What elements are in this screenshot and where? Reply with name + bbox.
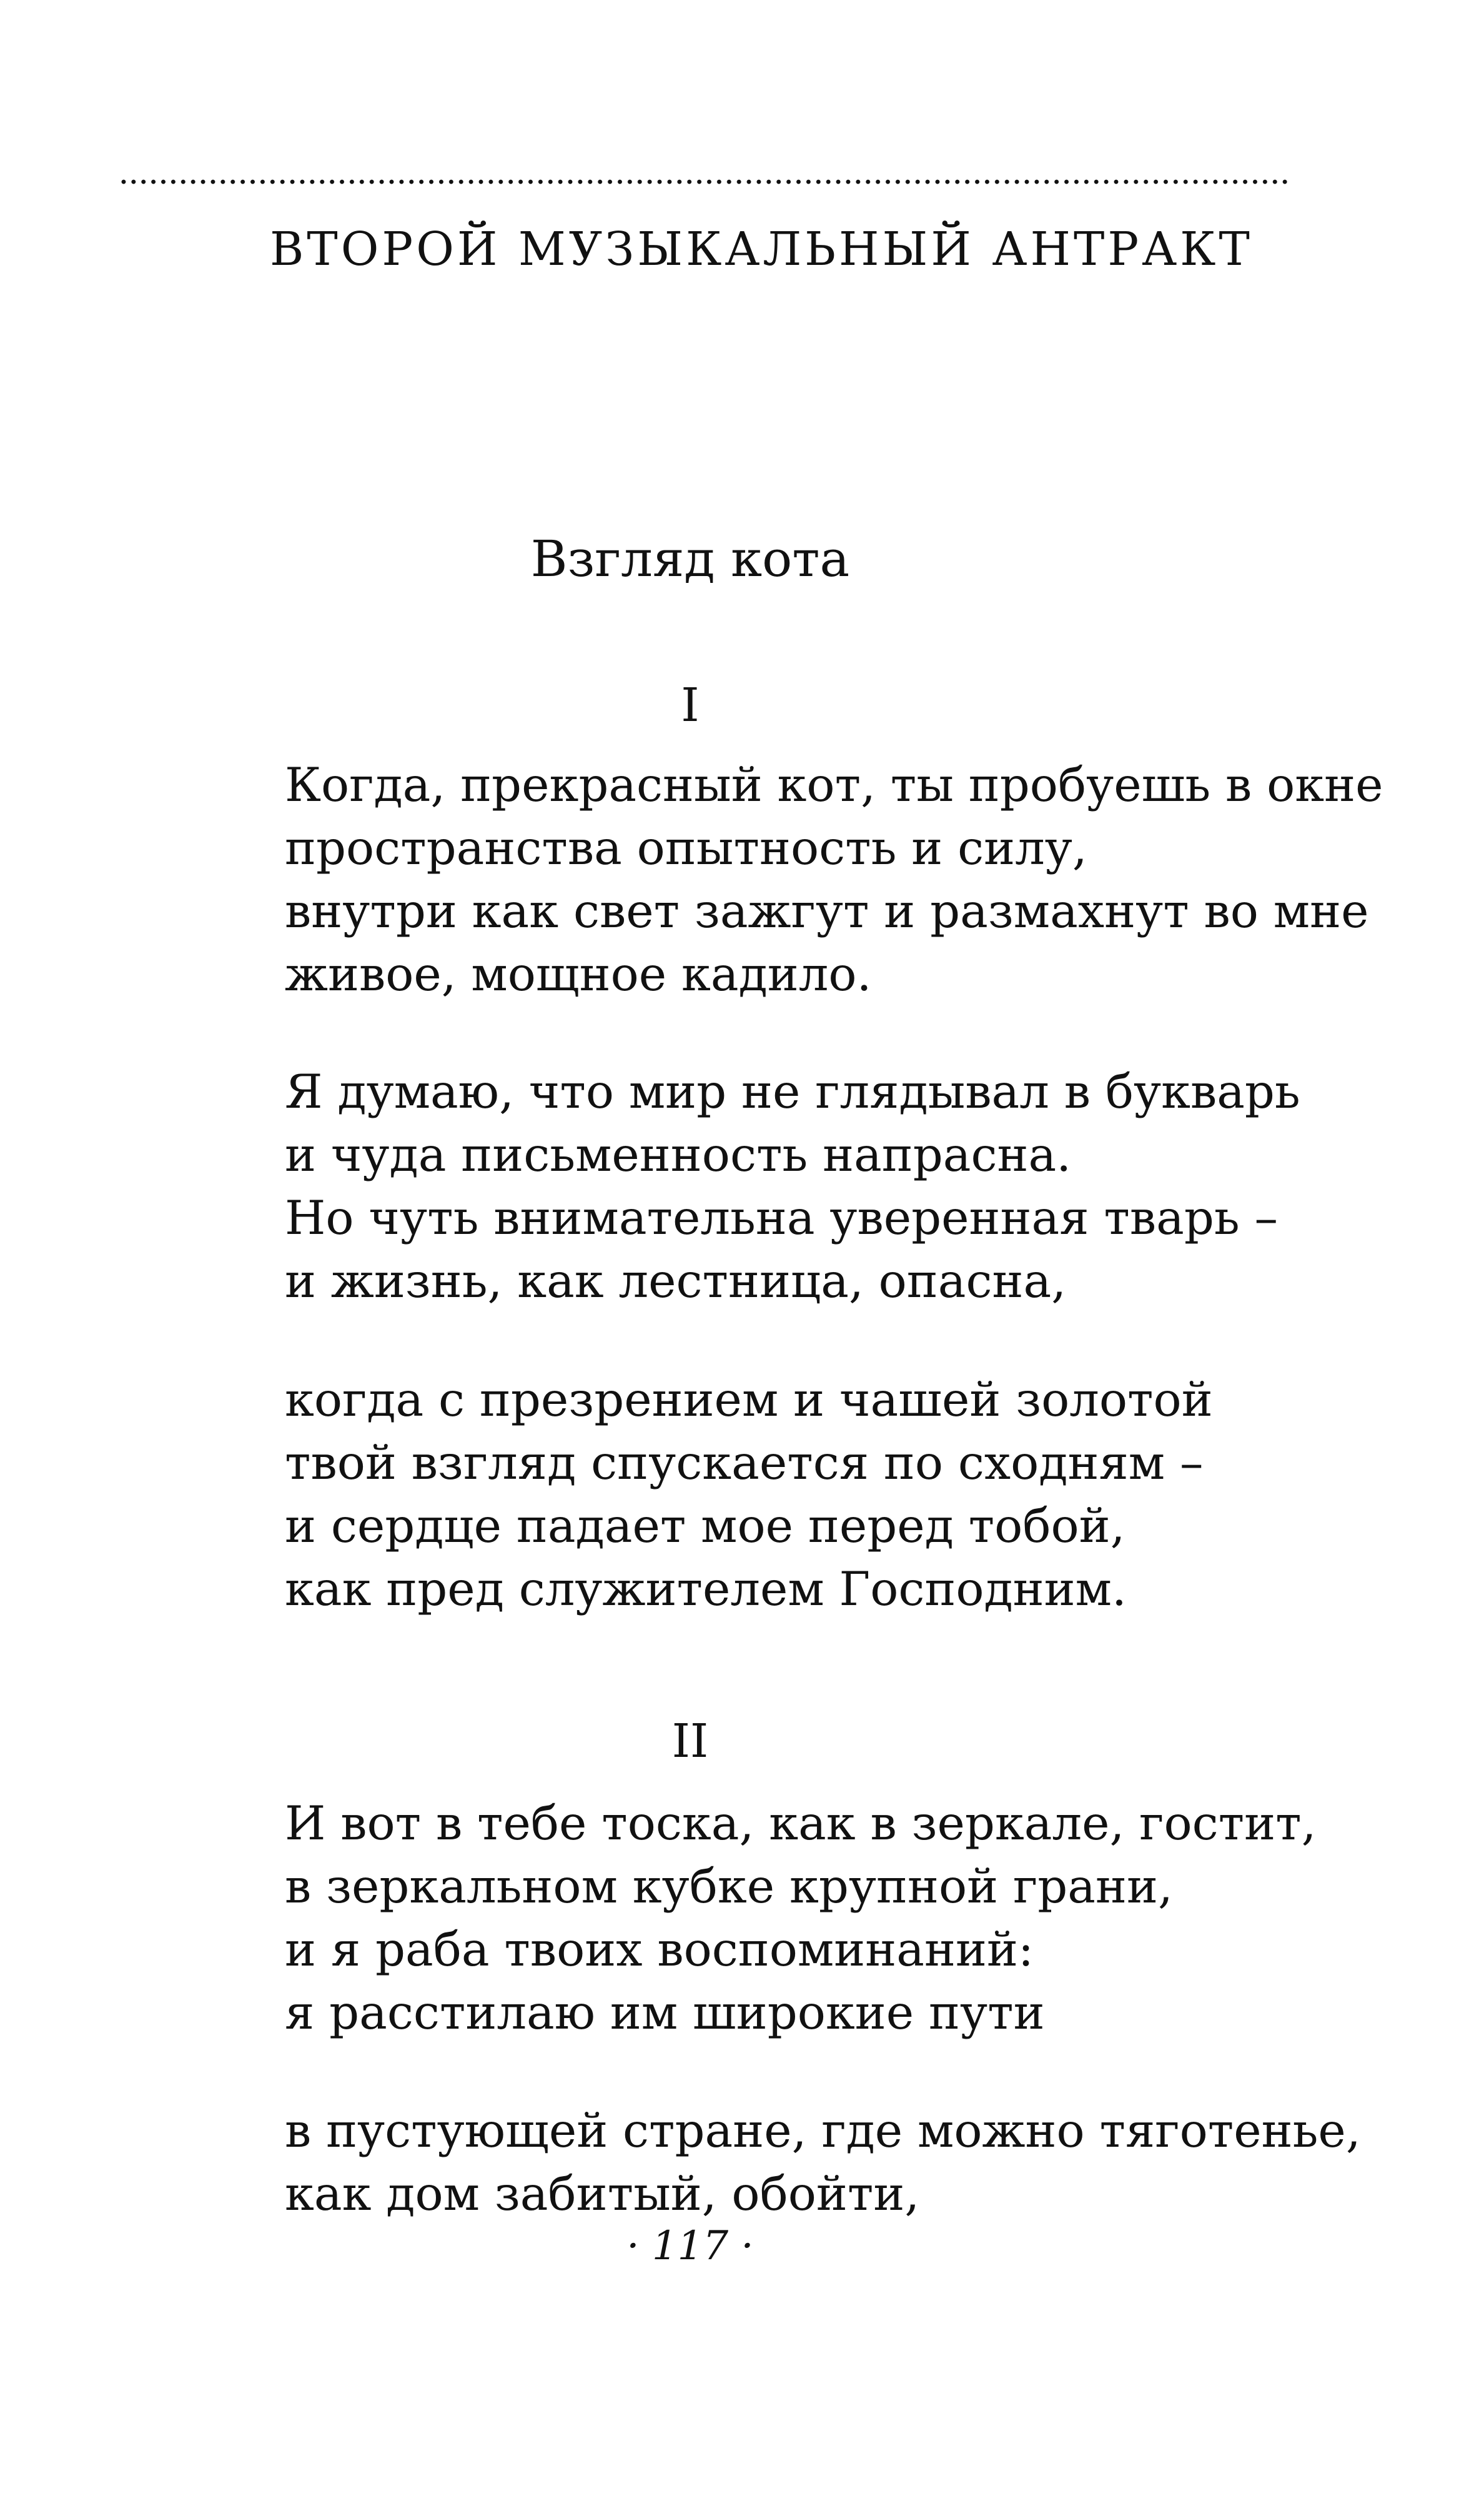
part-number-2: II (671, 1714, 709, 1768)
part-number-1: I (681, 679, 700, 732)
stanza-2-2 (285, 2099, 1361, 2225)
poem-line: как дом забитый, обойти, (285, 2166, 920, 2221)
poem-line: живое, мощное кадило. (285, 947, 872, 1002)
poem-line: Я думаю, что мир не глядывал в букварь (285, 1064, 1300, 1119)
poem-line: и чуда письменность напрасна. (285, 1127, 1072, 1182)
poem-line: и сердце падает мое перед тобой, (285, 1498, 1125, 1553)
poem-line: когда с презрением и чашей золотой (285, 1372, 1213, 1427)
poem-line: внутри как свет зажгут и размахнут во мне (285, 883, 1369, 938)
stanza-1-1 (285, 753, 1383, 1006)
poem-line: в пустующей стране, где можно тяготенье, (285, 2103, 1361, 2158)
poem-line: как пред служителем Господним. (285, 1561, 1127, 1616)
poem-line: пространства опытность и силу, (285, 820, 1087, 875)
stanza-2-1 (285, 1792, 1316, 2044)
page-number: · 117 · (626, 2223, 754, 2269)
section-header: ВТОРОЙ МУЗЫКАЛЬНЫЙ АНТРАКТ (270, 222, 1253, 276)
poem-line: я расстилаю им широкие пути (285, 1985, 1045, 2040)
poem-line: И вот в тебе тоска, как в зеркале, гостит, (285, 1796, 1317, 1851)
poem-line: и жизнь, как лестница, опасна, (285, 1253, 1067, 1308)
poem-title: Взгляд кота (530, 530, 850, 588)
poem-line: и я раба твоих воспоминаний: (285, 1922, 1034, 1977)
poem-line: твой взгляд спускается по сходням – (285, 1435, 1204, 1490)
poem-line: Но чуть внимательна уверенная тварь – (285, 1190, 1279, 1245)
stanza-1-2 (285, 1060, 1300, 1313)
stanza-1-3 (285, 1368, 1213, 1621)
poem-line: в зеркальном кубке крупной грани, (285, 1859, 1173, 1914)
poem-line: Когда, прекрасный кот, ты пробуешь в окне (285, 757, 1383, 812)
dotted-rule (119, 179, 1292, 185)
